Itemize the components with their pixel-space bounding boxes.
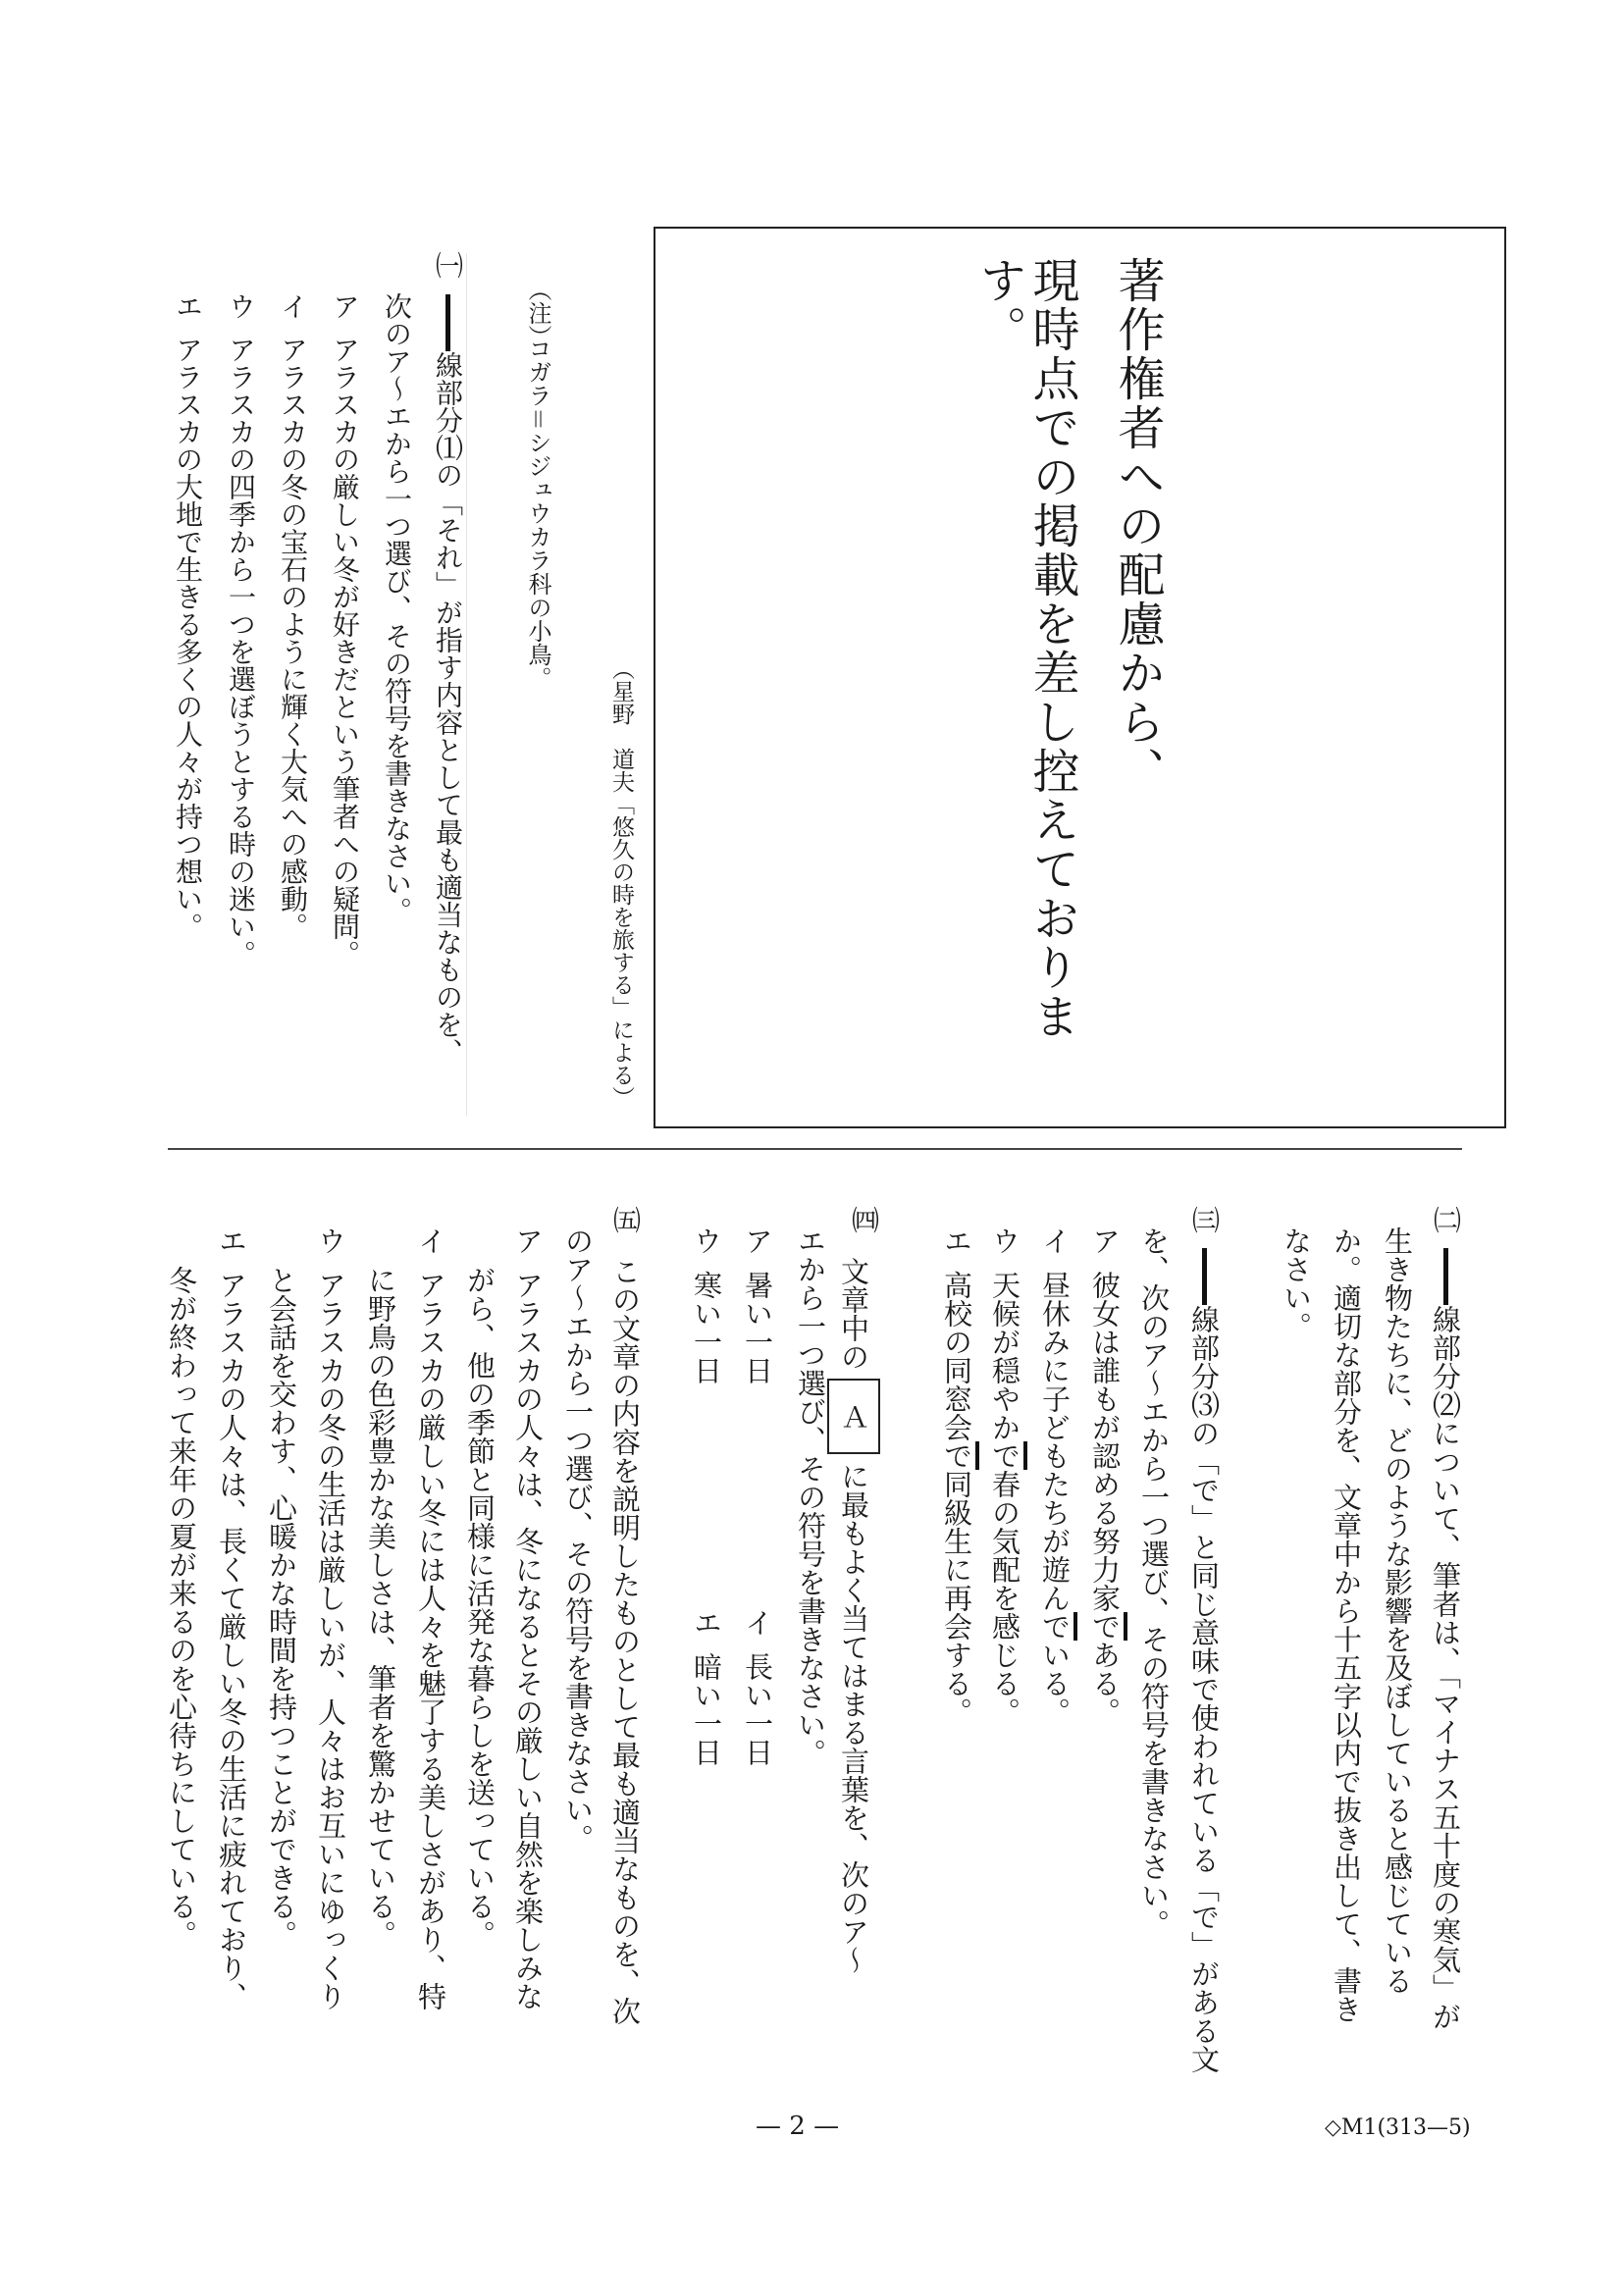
marked-de: で — [940, 1441, 979, 1470]
q5-choice-e-cont: 冬が終わって来年の夏が来るのを心待ちにしている。 — [165, 1266, 198, 1949]
q1-choice-e[interactable] — [171, 292, 204, 940]
choice-label: イ — [1038, 1226, 1072, 1255]
choice-label: イ — [414, 1226, 447, 1255]
q5-line-2: のア〜エから一つ選び、その符号を書きなさい。 — [561, 1226, 595, 1852]
q4-line-2: エから一つ選び、その符号を書きなさい。 — [794, 1226, 827, 1767]
q1-line-1 — [431, 294, 464, 1066]
q4-text: 文章中の — [837, 1257, 870, 1371]
q4-line-1 — [837, 1257, 880, 1974]
choice-text: アラスカの大地で生きる多くの人々が持つ想い。 — [172, 336, 204, 940]
q3-text: 線部分⑶の「で」と同じ意味で使われている「で」がある文 — [1187, 1305, 1221, 2073]
choice-label: イ — [277, 292, 309, 320]
q2-line-1 — [1429, 1248, 1462, 2031]
underline-marker — [445, 294, 450, 351]
choice-text: 同級生に再会する。 — [940, 1470, 973, 1726]
q4-choice-u[interactable] — [690, 1226, 723, 1384]
q5-choice-u[interactable] — [314, 1226, 347, 2010]
q2-line-2: 生き物たちに、どのような影響を及ぼしていると感じている — [1381, 1226, 1414, 1995]
q2-line-3: か。適切な部分を、文章中から十五字以内で抜き出して、書き — [1330, 1226, 1363, 2023]
marked-de: で — [988, 1441, 1027, 1470]
q5-choice-a-cont: がら、他の季節と同様に活発な暮らしを送っている。 — [463, 1266, 497, 1949]
q5-choice-e[interactable] — [215, 1226, 248, 2010]
choice-text: アラスカの厳しい冬が好きだという筆者への疑問。 — [329, 336, 361, 967]
q1-text: 線部分⑴の「それ」が指す内容として最も適当なものを、 — [432, 351, 464, 1066]
choice-label: エ — [940, 1226, 973, 1255]
q3-choice-e[interactable] — [940, 1226, 973, 1726]
q5-label: ㈤ — [609, 1206, 642, 1233]
marked-de: で — [1088, 1612, 1127, 1641]
choice-text: 天候が穏やか — [988, 1271, 1021, 1441]
choice-label: イ — [741, 1608, 774, 1637]
page-number: — 2 — — [756, 2112, 840, 2141]
choice-text: アラスカの冬の宝石のように輝く大気への感動。 — [277, 336, 309, 940]
faint-scan-line — [466, 253, 467, 1117]
choice-label: ア — [329, 292, 361, 320]
exam-code: ◇M1(313—5) — [1325, 2115, 1471, 2140]
q2-text: 線部分⑵について、筆者は、「マイナス五十度の寒気」が — [1429, 1305, 1462, 2031]
underline-marker — [1202, 1248, 1207, 1305]
choice-label: エ — [215, 1226, 248, 1255]
choice-text: アラスカの人々は、長くて厳しい冬の生活に疲れており、 — [215, 1271, 248, 2010]
section-divider — [168, 1148, 1462, 1150]
choice-text: ある。 — [1088, 1641, 1122, 1726]
choice-text: 暗い一日 — [690, 1652, 723, 1766]
notice-line-2: 現時点での掲載を差し控えております。 — [971, 256, 1079, 1041]
q4-label: ㈣ — [848, 1206, 880, 1233]
choice-label: ウ — [690, 1226, 723, 1255]
choice-label: ウ — [988, 1226, 1021, 1255]
q3-label: ㈢ — [1188, 1206, 1221, 1233]
q5-line-1: この文章の内容を説明したものとして最も適当なものを、次 — [608, 1257, 642, 2025]
choice-text: アラスカの冬の生活は厳しいが、人々はお互いにゆっくり — [314, 1271, 347, 2010]
choice-label: エ — [172, 292, 204, 320]
choice-text: 暑い一日 — [741, 1271, 774, 1384]
choice-label: ア — [1088, 1226, 1122, 1255]
choice-text: 寒い一日 — [690, 1271, 723, 1384]
choice-label: ウ — [314, 1226, 347, 1255]
source-citation: （星野 道夫「悠久の時を旅する」による） — [608, 657, 634, 1109]
q4-choice-e[interactable] — [690, 1608, 723, 1766]
q3-line-1 — [1187, 1248, 1221, 2073]
q1-choice-a[interactable] — [328, 292, 361, 967]
q1-choice-i[interactable] — [276, 292, 309, 940]
q1-choice-u[interactable] — [224, 292, 257, 967]
note-label: （注） — [524, 278, 551, 348]
choice-label: ア — [511, 1226, 545, 1255]
q2-label: ㈡ — [1430, 1206, 1462, 1233]
q3-choice-i[interactable] — [1038, 1226, 1072, 1726]
q4-text: に最もよく当てはまる言葉を、次のア〜 — [837, 1462, 870, 1974]
choice-text: 彼女は誰もが認める努力家 — [1088, 1271, 1122, 1612]
notice-line-1: 著作権者への配慮から、 — [1110, 256, 1165, 796]
choice-label: ア — [741, 1226, 774, 1255]
choice-text: 春の気配を感じる。 — [988, 1470, 1021, 1726]
q1-line-2: 次のア〜エから一つ選び、その符号を書きなさい。 — [381, 292, 413, 924]
q5-choice-i[interactable] — [414, 1226, 447, 2010]
q4-choice-a[interactable] — [741, 1226, 774, 1384]
choice-label: エ — [690, 1608, 723, 1637]
blank-box-a: Ａ — [827, 1379, 880, 1454]
choice-label: ウ — [225, 292, 257, 320]
q2-line-4: なさい。 — [1280, 1226, 1313, 1340]
choice-text: いる。 — [1038, 1641, 1072, 1726]
choice-text: アラスカの人々は、冬になるとその厳しい自然を楽しみな — [511, 1271, 545, 2010]
q5-choice-u-cont: と会話を交わす、心暖かな時間を持つことができる。 — [265, 1266, 298, 1949]
choice-text: アラスカの厳しい冬には人々を魅了する美しさがあり、特 — [414, 1271, 447, 2010]
q4-choice-i[interactable] — [741, 1608, 774, 1766]
underline-marker — [1443, 1248, 1448, 1305]
q3-choice-a[interactable] — [1088, 1226, 1122, 1726]
choice-text: 長い一日 — [741, 1652, 774, 1766]
q5-choice-a[interactable] — [511, 1226, 545, 2010]
choice-text: 昼休みに子どもたちが遊ん — [1038, 1271, 1072, 1612]
q1-label: ㈠ — [432, 251, 464, 279]
choice-text: 高校の同窓会 — [940, 1271, 973, 1441]
marked-de: で — [1038, 1612, 1077, 1641]
q3-choice-u[interactable] — [988, 1226, 1021, 1726]
q5-choice-i-cont: に野鳥の色彩豊かな美しさは、筆者を驚かせている。 — [364, 1266, 397, 1949]
note-text: コガラ＝シジュウカラ科の小鳥。 — [524, 337, 551, 690]
q3-line-2: を、次のア〜エから一つ選び、その符号を書きなさい。 — [1137, 1226, 1171, 1938]
choice-text: アラスカの四季から一つを選ぼうとする時の迷い。 — [225, 336, 257, 967]
copyright-notice-box — [654, 227, 1506, 1128]
